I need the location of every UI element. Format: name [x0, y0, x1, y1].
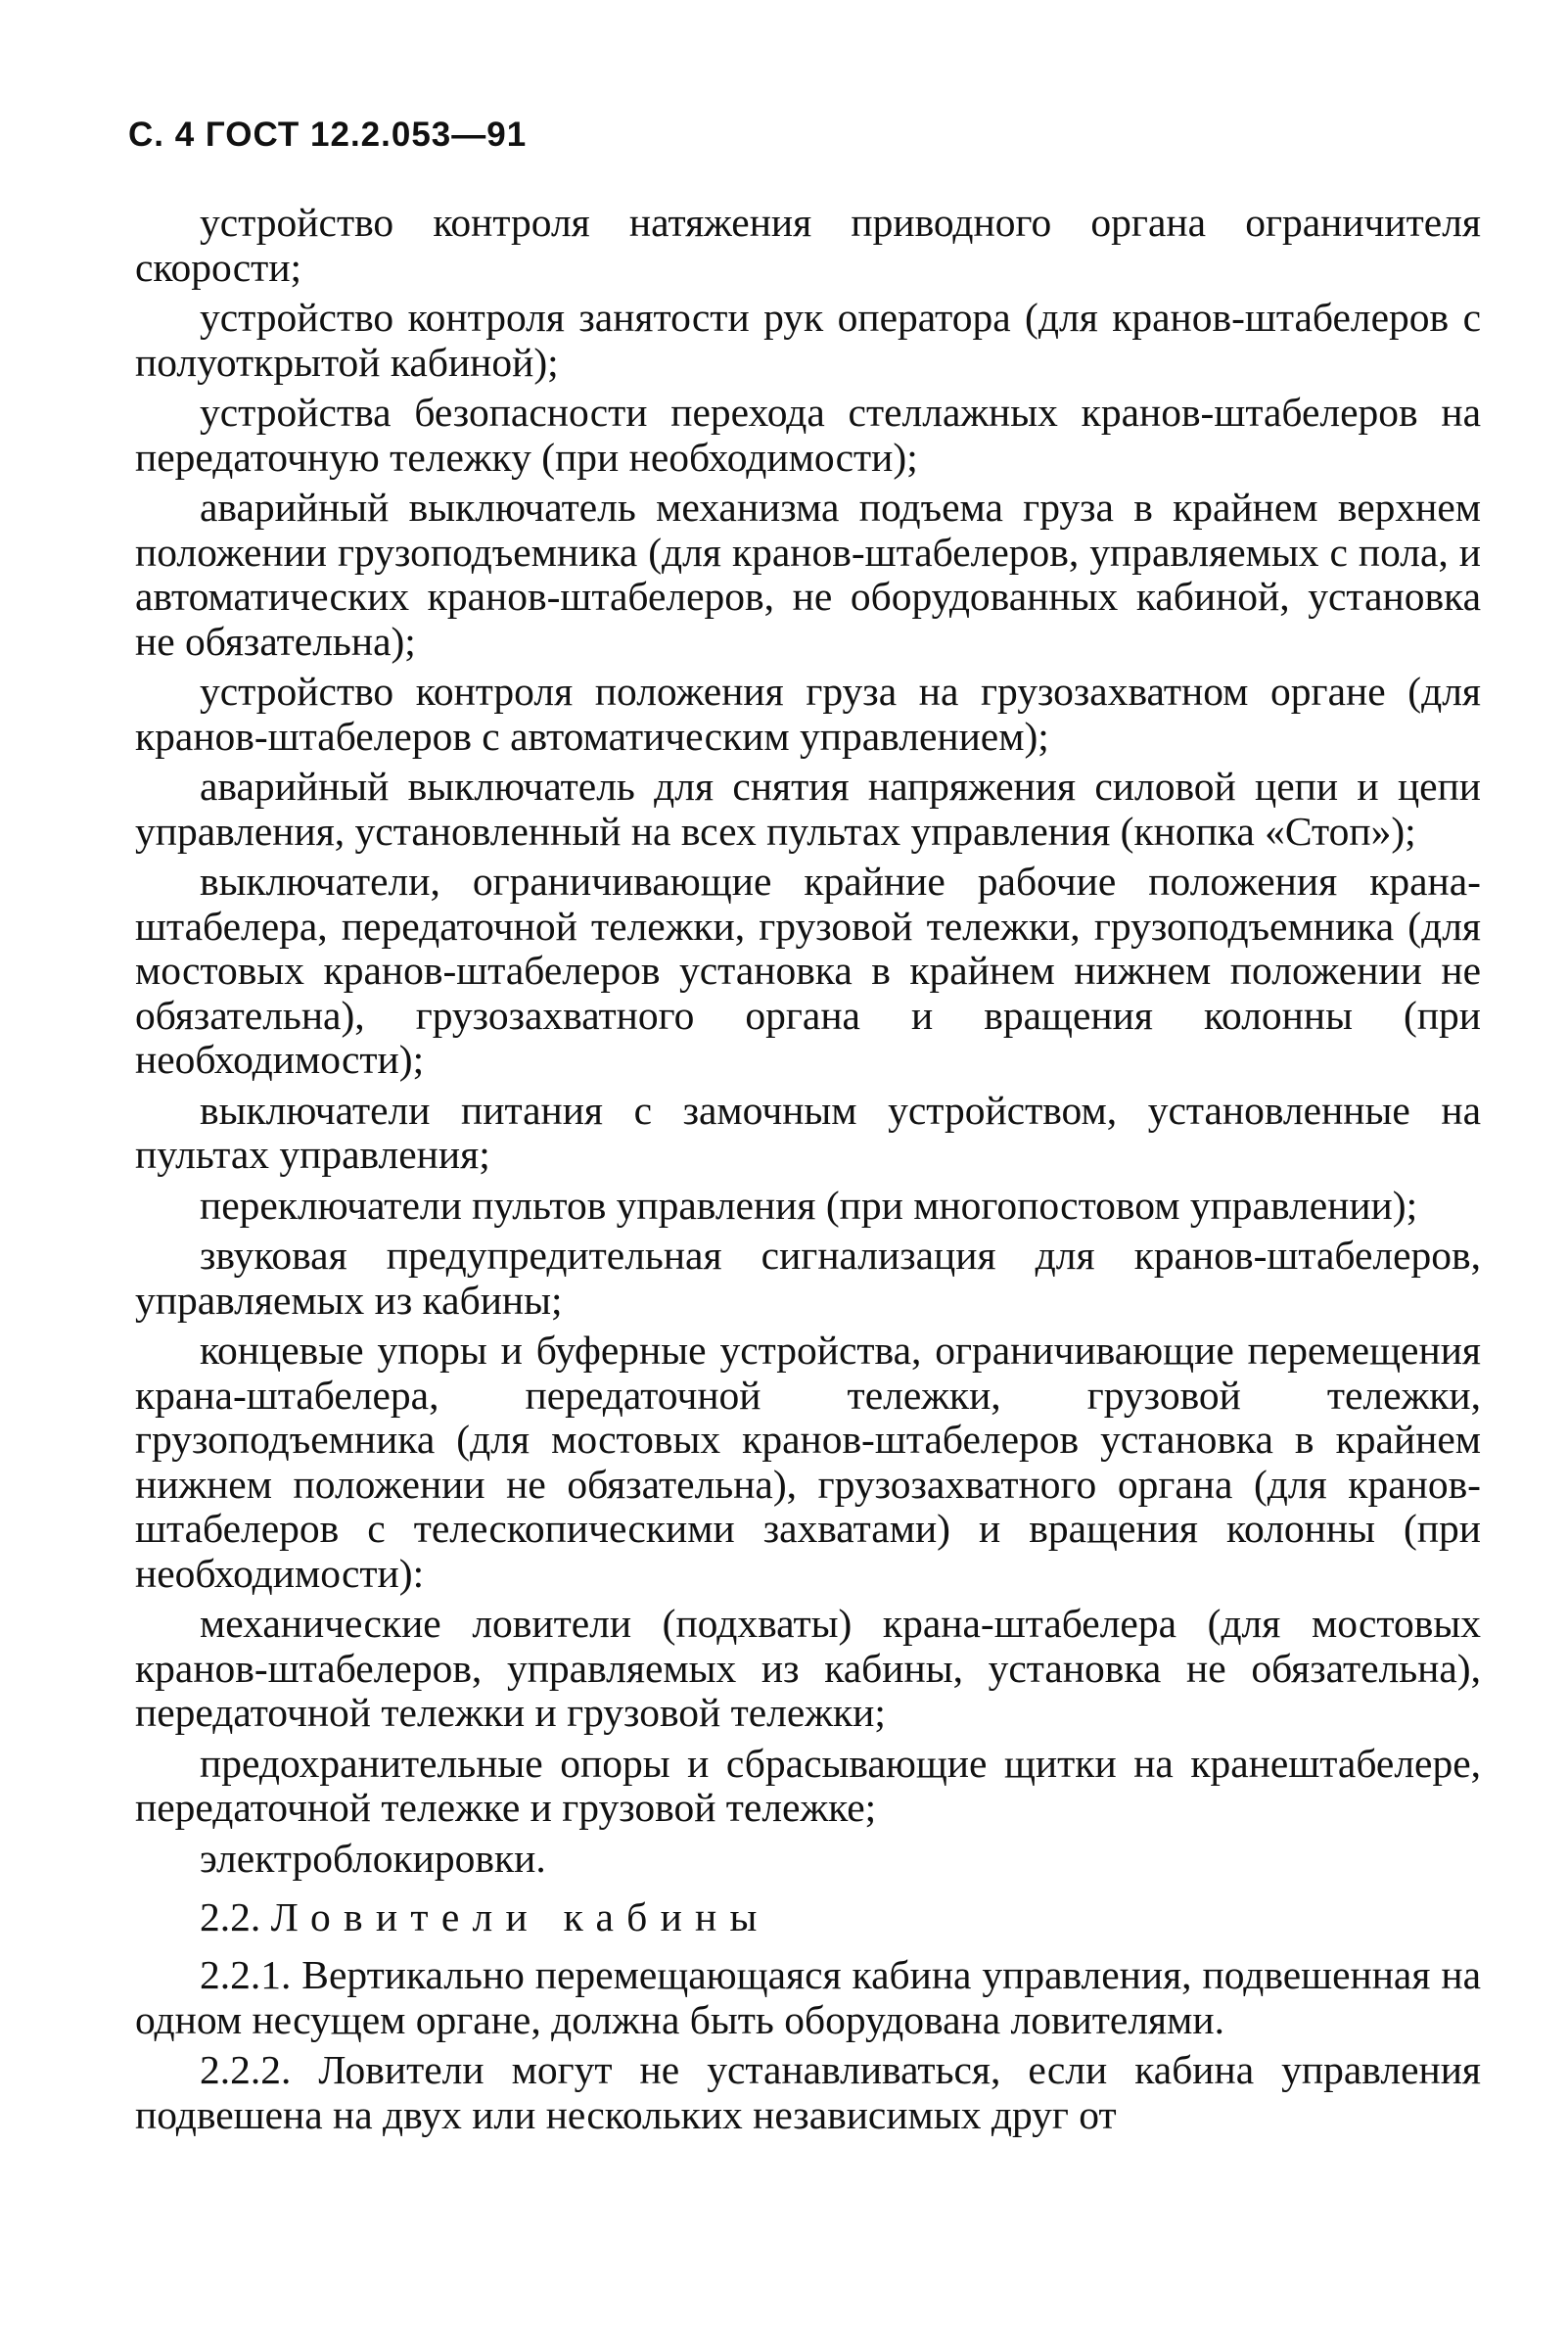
list-item: устройство контроля положения груза на грузозахватном органе (для кранов-штабелеров с автоматическим управлением); [135, 669, 1481, 759]
list-item: электроблокировки. [200, 1835, 546, 1881]
section-number: 2.2. [200, 1894, 261, 1939]
list-item: переключатели пультов управления (при многопостовом управлении); [200, 1182, 1418, 1228]
list-item: выключатели, ограничивающие крайние рабочие положения крана-штабелера, передаточной тележки, грузовой тележки, грузоподъемника (для мостовых кранов-штабелеров установка в крайнем нижнем положении не обязательна), грузозахватного органа и вращения колонны (при необходимости); [135, 859, 1481, 1082]
list-item: устройства безопасности перехода стеллажных кранов-штабелеров на передаточную тележку (при необходимости); [135, 390, 1481, 480]
list-item: аварийный выключатель механизма подъема груза в крайнем верхнем положении грузоподъемника (для кранов-штабелеров, управляемых с пола, и автоматических кранов-штабелеров, не оборудованных кабиной, установка не обязательна); [135, 485, 1481, 664]
document-body [135, 201, 1481, 2143]
list-item: предохранительные опоры и сбрасывающие щитки на кранештабелере, передаточной тележке и грузовой тележке; [135, 1740, 1481, 1830]
subsection-paragraph: 2.2.1. Вертикально перемещающаяся кабина управления, подвешенная на одном несущем органе, должна быть оборудована ловителями. [135, 1952, 1481, 2042]
list-item: звуковая предупредительная сигнализация для кранов-штабелеров, управляемых из кабины; [135, 1233, 1481, 1323]
list-item: концевые упоры и буферные устройства, ограничивающие перемещения крана-штабелера, передаточной тележки, грузовой тележки, грузоподъемника (для мостовых кранов-штабелеров установка в крайнем нижнем положении не обязательна), грузозахватного органа (для кранов-штабелеров с телескопическими захватами) и вращения колонны (при необходимости): [135, 1328, 1481, 1596]
list-item: аварийный выключатель для снятия напряжения силовой цепи и цепи управления, установленный на всех пультах управления (кнопка «Стоп»); [135, 764, 1481, 854]
list-item: устройство контроля натяжения приводного органа ограничителя скорости; [135, 200, 1481, 290]
page-header: С. 4 ГОСТ 12.2.053—91 [128, 116, 528, 154]
section-title: Ловители кабины [270, 1894, 770, 1939]
subsection-paragraph: 2.2.2. Ловители могут не устанавливаться, если кабина управления подвешена на двух или нескольких независимых друг от [135, 2047, 1481, 2137]
list-item: выключатели питания с замочным устройством, установленные на пультах управления; [135, 1087, 1481, 1177]
list-item: механические ловители (подхваты) крана-штабелера (для мостовых кранов-штабелеров, управляемых из кабины, установка не обязательна), передаточной тележки и грузовой тележки; [135, 1601, 1481, 1735]
section-heading [135, 1894, 1481, 1939]
list-item: устройство контроля занятости рук оператора (для кранов-штабелеров с полуоткрытой кабиной); [135, 295, 1481, 385]
